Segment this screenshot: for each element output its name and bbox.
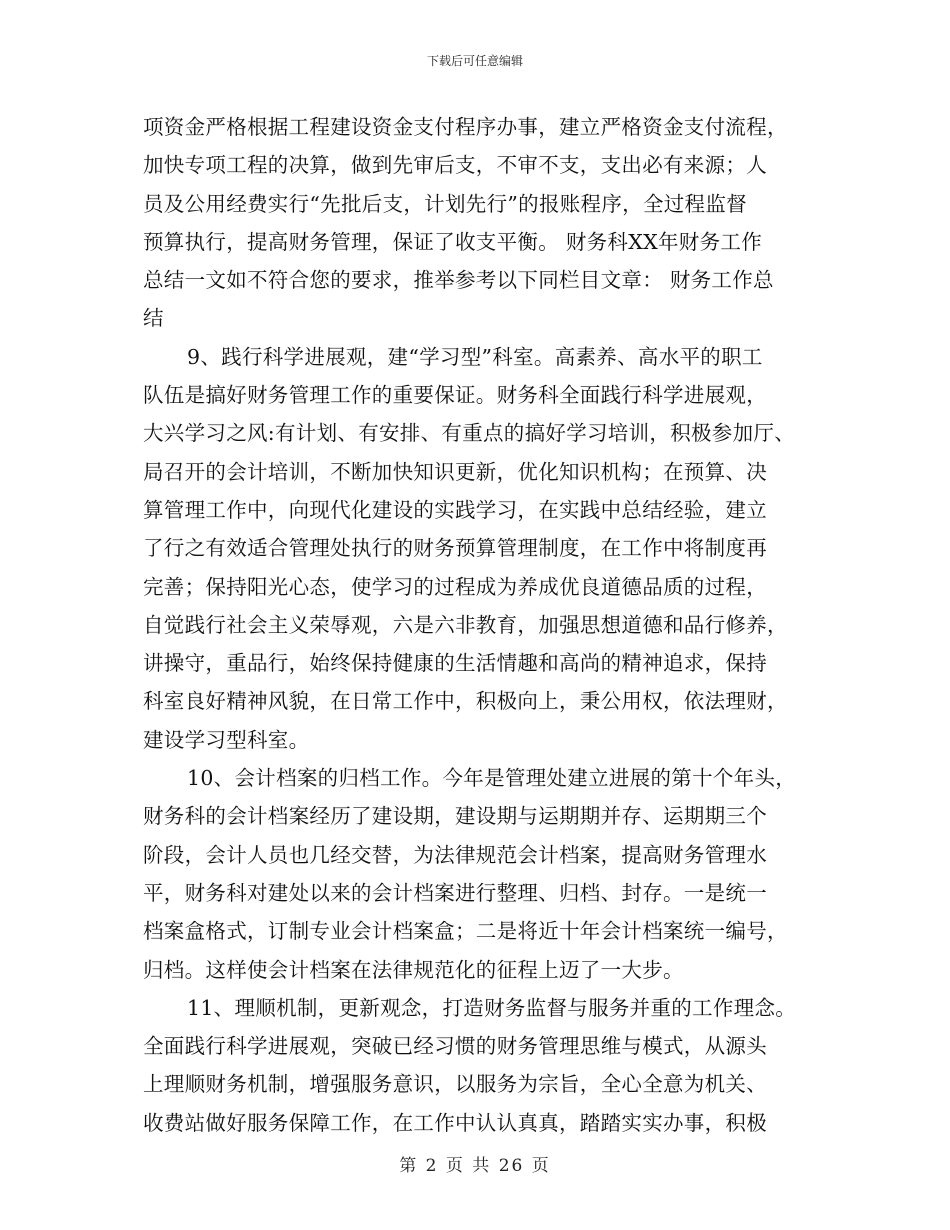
- page-number-footer: 第 2 页 共 26 页: [399, 1156, 551, 1176]
- text-line: 项资金严格根据工程建设资金支付程序办事，建立严格资金支付流程，: [143, 115, 788, 139]
- text-line: 科室良好精神风貌，在日常工作中，积极向上，秉公用权，依法理财，: [143, 689, 788, 714]
- text-line: 归档。这样使会计档案在法律规范化的征程上迈了一大步。: [143, 957, 684, 982]
- text-line: 了行之有效适合管理处执行的财务预算管理制度，在工作中将制度再: [143, 536, 767, 561]
- paragraph-9-start: 9、践行科学进展观，建“学习型”科室。高素养、高水平的职工: [187, 344, 763, 369]
- text-line: 算管理工作中，向现代化建设的实践学习，在实践中总结经验，建立: [143, 497, 767, 522]
- text-line: 结: [143, 306, 164, 331]
- document-body: [143, 108, 823, 1142]
- text-line: 平，财务科对建处以来的会计档案进行整理、归档、封存。一是统一: [143, 880, 767, 905]
- text-line: 完善；保持阳光心态，使学习的过程成为养成优良道德品质的过程，: [143, 574, 767, 599]
- text-line: 阶段，会计人员也几经交替，为法律规范会计档案，提高财务管理水: [143, 842, 767, 867]
- text-line: 上理顺财务机制，增强服务意识，以服务为宗旨，全心全意为机关、: [143, 1072, 767, 1097]
- paragraph-10-start: 10、会计档案的归档工作。今年是管理处建立进展的第十个年头，: [187, 766, 797, 791]
- text-line: 大兴学习之风:有计划、有安排、有重点的搞好学习培训，积极参加厅、: [143, 421, 796, 446]
- text-line: 财务科的会计档案经历了建设期，建设期与运期期并存、运期期三个: [143, 804, 767, 829]
- text-line: 局召开的会计培训，不断加快知识更新，优化知识机构；在预算、决: [143, 459, 767, 484]
- text-line: 加快专项工程的决算，做到先审后支，不审不支，支出必有来源；人: [143, 153, 767, 178]
- text-line: 讲操守，重品行，始终保持健康的生活情趣和高尚的精神追求，保持: [143, 651, 767, 676]
- text-line: 队伍是搞好财务管理工作的重要保证。财务科全面践行科学进展观，: [143, 383, 767, 408]
- text-line: 自觉践行社会主义荣辱观，六是六非教育，加强思想道德和品行修养，: [143, 612, 788, 637]
- text-line: 收费站做好服务保障工作，在工作中认认真真，踏踏实实办事，积极: [143, 1110, 767, 1135]
- page-header: 下载后可任意编辑: [426, 54, 523, 68]
- text-line: 全面践行科学进展观，突破已经习惯的财务管理思维与模式，从源头: [143, 1034, 767, 1059]
- paragraph-11-start: 11、理顺机制，更新观念，打造财务监督与服务并重的工作理念。: [187, 995, 797, 1020]
- text-line: 总结一文如不符合您的要求，推举参考以下同栏目文章： 财务工作总: [143, 268, 774, 293]
- text-line: 预算执行，提高财务管理，保证了收支平衡。 财务科XX年财务工作: [143, 229, 763, 254]
- text-line: 员及公用经费实行“先批后支，计划先行”的报账程序，全过程监督: [143, 191, 747, 216]
- text-line: 建设学习型科室。: [143, 727, 310, 752]
- text-line: 档案盒格式，订制专业会计档案盒；二是将近十年会计档案统一编号，: [143, 919, 788, 944]
